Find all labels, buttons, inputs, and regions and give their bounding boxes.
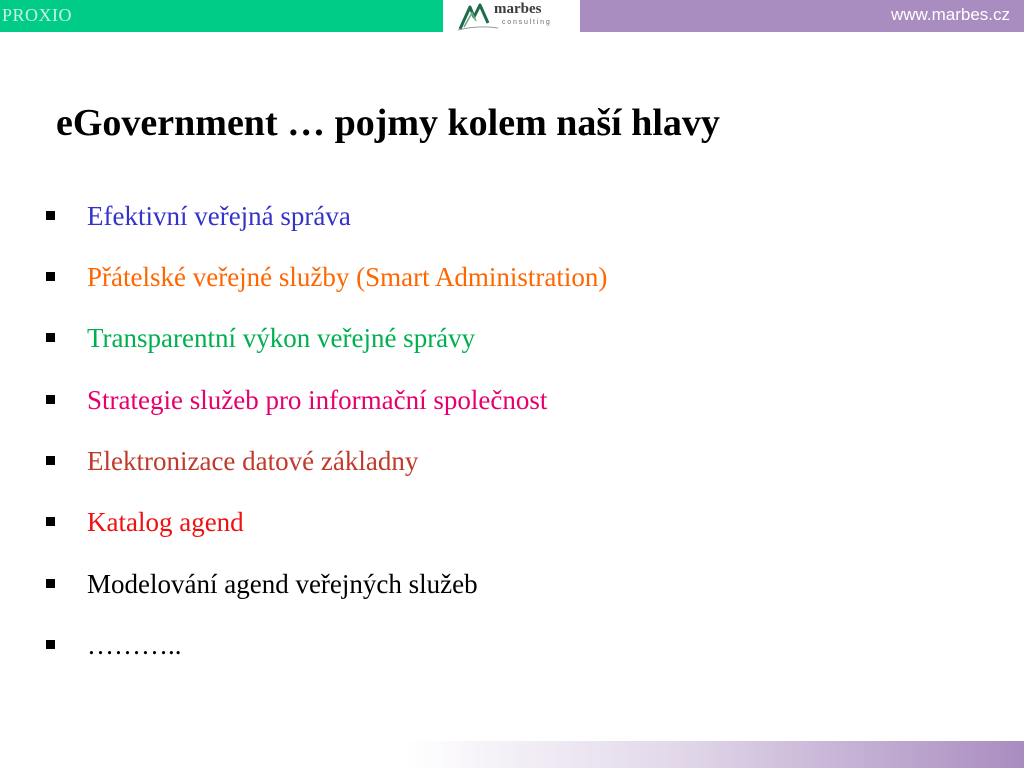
header-left-band — [0, 0, 443, 32]
bullet-icon — [46, 333, 55, 342]
bullet-icon — [46, 395, 55, 404]
bullet-text: Elektronizace datové základny — [87, 446, 419, 476]
logo-subtitle: consulting — [502, 19, 552, 26]
bullet-icon — [46, 456, 55, 465]
footer-gradient-bar — [404, 741, 1024, 768]
logo-name: marbes — [494, 1, 542, 17]
marbes-logo-icon — [458, 1, 498, 31]
bullet-icon — [46, 640, 55, 649]
bullet-text: Modelování agend veřejných služeb — [87, 569, 478, 599]
bullet-icon — [46, 272, 55, 281]
bullet-text: Strategie služeb pro informační společnost — [87, 385, 548, 415]
bullet-icon — [46, 517, 55, 526]
bullet-text: Transparentní výkon veřejné správy — [87, 323, 476, 353]
marbes-logo — [458, 1, 562, 31]
bullet-icon — [46, 579, 55, 588]
bullet-text: Přátelské veřejné služby (Smart Administration) — [87, 262, 608, 292]
proxio-label: PROXIO — [2, 5, 73, 25]
bullet-text: Katalog agend — [87, 507, 244, 537]
header-bar — [0, 0, 1024, 32]
bullet-icon — [46, 211, 55, 220]
header-right-band — [580, 0, 1024, 32]
website-link[interactable]: www.marbes.cz — [890, 5, 1010, 24]
bullet-text: ……….. — [87, 630, 182, 660]
bullet-text: Efektivní veřejná správa — [87, 201, 351, 231]
page-title: eGovernment … pojmy kolem naší hlavy — [56, 102, 720, 144]
